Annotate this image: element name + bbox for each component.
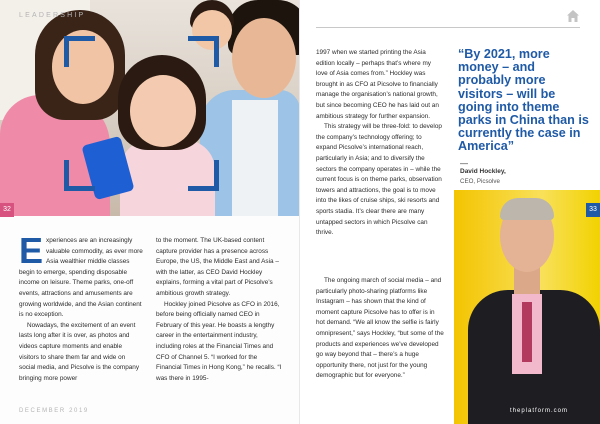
frame-corner-icon	[188, 36, 219, 67]
quote-attribution-title: CEO, Picsolve	[460, 178, 500, 185]
article-paragraph: The ongoing march of social media – and particularly photo-sharing platforms like Instagram – has shown that the kind of moment capture Picsolve has to offer is in hot demand. “We all know the selfie is fairly omnipresent,” says Hockley, “but some of the products and experiences we’ve developed go way beyond that – there’s a huge opportunity there, not just for the young demographic but for everyone.”	[316, 277, 444, 380]
home-icon[interactable]	[566, 9, 580, 23]
article-paragraph: Experiences are an increasingly valuable commodity, as ever more Asia wealthier middle classes begin to emerge, spending disposable income on leisure. Theme parks, one-off events, attractions and amusements are growing worldwide, and the Asian continent is no exception.	[19, 230, 143, 319]
frame-corner-icon	[188, 160, 219, 191]
family-photo	[0, 0, 300, 216]
article-column-3	[316, 48, 444, 239]
issue-footer: DECEMBER 2019	[19, 408, 89, 414]
quote-dash: —	[460, 159, 468, 168]
page-number-left: 32	[0, 203, 14, 217]
frame-corner-icon	[64, 36, 95, 67]
quote-attribution-name: David Hockley,	[460, 168, 506, 175]
article-paragraph: to the moment. The UK-based content capture provider has a presence across Europe, the US, the Middle East and Asia – with the latter, as CEO David Hockley explains, forming a vital part of Picsolve’s ambitious growth strategy.	[156, 237, 279, 297]
article-paragraph: Hockley joined Picsolve as CFO in 2016, before being officially named CEO in February of this year. He boasts a lengthy career in the entertainment industry, including roles at the Financial Times and CFO of Channel 5. “I worked for the Financial Times in Hong Kong,” he recalls. “I was there in 1995-	[156, 300, 282, 382]
ceo-portrait	[454, 190, 600, 424]
site-footer: theplatform.com	[510, 408, 569, 414]
pull-quote: “By 2021, more money – and probably more visitors – will be going into theme parks in China than is currently the case in America”	[458, 47, 589, 154]
page-number-right: 33	[586, 203, 600, 217]
article-paragraph: This strategy will be three-fold: to develop the company’s technology offering; to expand Picsolve’s international reach, particularly in Asia; and to diversify the sectors the company operates in – while the current focus is on theme parks, observation towers and attractions, the goal is to move into the likes of cruise ships, ski resorts and sports stadia. It’s clear there are many untapped sectors in which Picsolve can thrive.	[316, 123, 442, 237]
header-rule	[316, 27, 580, 28]
article-column-2	[156, 236, 282, 384]
article-column-1	[19, 230, 143, 384]
article-paragraph: 1997 when we started printing the Asia edition locally – perhaps that’s where my love of Asia comes from.” Hockley was brought in as CFO at Picsolve to financially manage the organisation’s national growth, but since becoming CEO he has laid out an ambitious strategy for further expansion.	[316, 49, 439, 120]
article-column-4	[316, 276, 444, 382]
frame-corner-icon	[64, 160, 95, 191]
drop-cap: E	[19, 230, 44, 271]
article-paragraph: Nowadays, the excitement of an event lasts long after it is over, as photos and videos capture moments and enable visitors to share them far and wide on social media, and Picsolve is the company bringing more power	[19, 321, 140, 382]
section-label: LEADERSHIP	[19, 12, 86, 19]
